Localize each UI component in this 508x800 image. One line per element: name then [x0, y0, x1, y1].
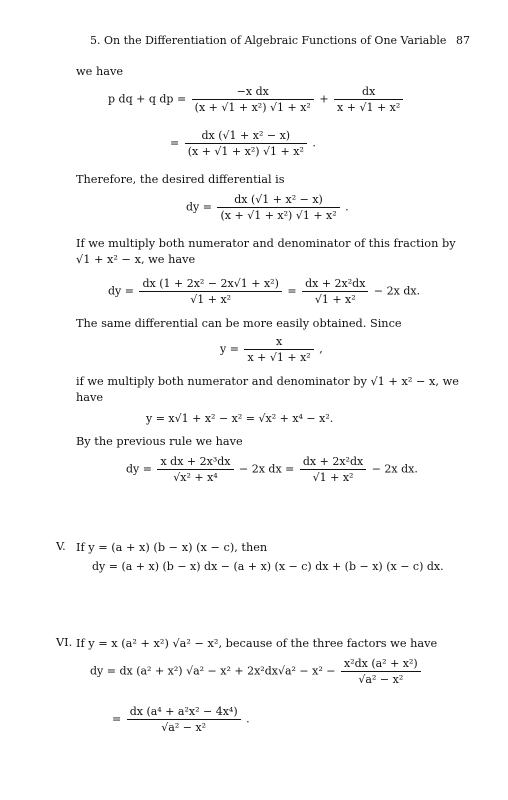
eq7-fraction-2-numerator: dx + 2x²dx	[302, 455, 364, 468]
eq7-fraction-1	[157, 454, 233, 485]
equation-3	[186, 192, 349, 223]
eq7-tail: − 2x dx.	[371, 462, 418, 476]
eq5-denominator: x + √1 + x²	[244, 349, 313, 365]
eq4-fraction-2	[302, 276, 368, 307]
equation-5	[220, 334, 323, 365]
eq4-fraction-2-numerator: dx + 2x²dx	[305, 277, 366, 290]
running-header	[90, 34, 470, 47]
eq2-denominator: (x + √1 + x²) √1 + x²	[185, 143, 307, 159]
eq1-lhs: p dq + q dp =	[108, 92, 187, 106]
paragraph-therefore: Therefore, the desired differential is	[76, 173, 285, 186]
eq1-fraction-2-denominator: x + √1 + x²	[334, 99, 403, 115]
eq9-denominator: √a² − x²	[127, 719, 241, 735]
running-title: 5. On the Differentiation of Algebraic Functions of One Variable	[90, 34, 447, 47]
equation-8	[90, 656, 423, 687]
eq1-fraction-1-numerator: −x dx	[236, 85, 269, 98]
eq5-lhs: y =	[220, 342, 239, 356]
eq2-end: .	[312, 136, 316, 150]
eq7-middle: − 2x dx =	[239, 462, 295, 476]
paragraph-if-multiply-line-2: have	[76, 391, 104, 404]
eq7-fraction-1-numerator: x dx + 2x³dx	[160, 455, 231, 468]
eq3-fraction	[217, 192, 339, 223]
eq3-denominator: (x + √1 + x²) √1 + x²	[217, 207, 339, 223]
equation-9	[112, 704, 250, 735]
equation-2	[170, 128, 316, 159]
eq1-fraction-1-denominator: (x + √1 + x²) √1 + x²	[192, 99, 314, 115]
eq3-lhs: dy =	[186, 200, 212, 214]
section-vi-text: If y = x (a² + x²) √a² − x², because of the three factors we have	[76, 637, 438, 650]
eq4-lhs: dy =	[108, 284, 134, 298]
equation-6: y = x√1 + x² − x² = √x² + x⁴ − x².	[146, 412, 334, 425]
section-vi-label: VI.	[56, 636, 73, 649]
eq1-fraction-2-numerator: dx	[362, 85, 376, 98]
eq9-end: .	[246, 712, 250, 726]
paragraph-previous-rule: By the previous rule we have	[76, 435, 243, 448]
eq3-numerator: dx (√1 + x² − x)	[234, 193, 323, 206]
eq2-numerator: dx (√1 + x² − x)	[201, 129, 291, 142]
paragraph-same-differential: The same differential can be more easily obtained. Since	[76, 317, 402, 330]
section-v-equation: dy = (a + x) (b − x) dx − (a + x) (x − c) dx + (b − x) (x − c) dx.	[92, 560, 444, 573]
equation-4	[108, 276, 420, 307]
eq8-fraction	[341, 656, 421, 687]
eq4-tail: − 2x dx.	[373, 284, 421, 298]
paragraph-multiply-line-1: If we multiply both numerator and denominator of this fraction by	[76, 237, 456, 250]
paragraph-multiply-line-2: √1 + x² − x, we have	[76, 253, 196, 266]
eq8-denominator: √a² − x²	[341, 671, 421, 687]
eq4-fraction-1-numerator: dx (1 + 2x² − 2x√1 + x²)	[142, 277, 279, 290]
eq7-fraction-1-denominator: √x² + x⁴	[157, 469, 233, 485]
eq1-fraction-2	[334, 84, 403, 115]
paragraph-we-have: we have	[76, 65, 124, 78]
eq9-equals: =	[112, 712, 122, 726]
equation-1	[108, 84, 405, 115]
section-v-text: If y = (a + x) (b − x) (x − c), then	[76, 541, 268, 554]
eq1-plus: +	[319, 92, 329, 106]
eq2-equals: =	[170, 136, 180, 150]
equation-7	[126, 454, 418, 485]
paragraph-if-multiply-line-1: if we multiply both numerator and denominator by √1 + x² − x, we	[76, 375, 459, 388]
eq5-fraction	[244, 334, 313, 365]
eq3-end: .	[345, 200, 349, 214]
eq5-numerator: x	[275, 335, 283, 348]
eq2-fraction	[185, 128, 307, 159]
page-number: 87	[456, 34, 470, 47]
eq1-fraction-1	[192, 84, 314, 115]
section-v-label: V.	[56, 540, 66, 553]
eq4-fraction-2-denominator: √1 + x²	[302, 291, 368, 307]
eq5-end: ,	[319, 342, 323, 356]
eq9-fraction	[127, 704, 241, 735]
eq4-equals: =	[287, 284, 297, 298]
eq7-fraction-2-denominator: √1 + x²	[300, 469, 366, 485]
eq7-fraction-2	[300, 454, 366, 485]
eq9-numerator: dx (a⁴ + a²x² − 4x⁴)	[129, 705, 238, 718]
eq4-fraction-1-denominator: √1 + x²	[139, 291, 281, 307]
eq4-fraction-1	[139, 276, 281, 307]
eq8-numerator: x²dx (a² + x²)	[343, 657, 418, 670]
eq8-lhs: dy = dx (a² + x²) √a² − x² + 2x²dx√a² − x² −	[90, 664, 336, 678]
eq7-lhs: dy =	[126, 462, 152, 476]
